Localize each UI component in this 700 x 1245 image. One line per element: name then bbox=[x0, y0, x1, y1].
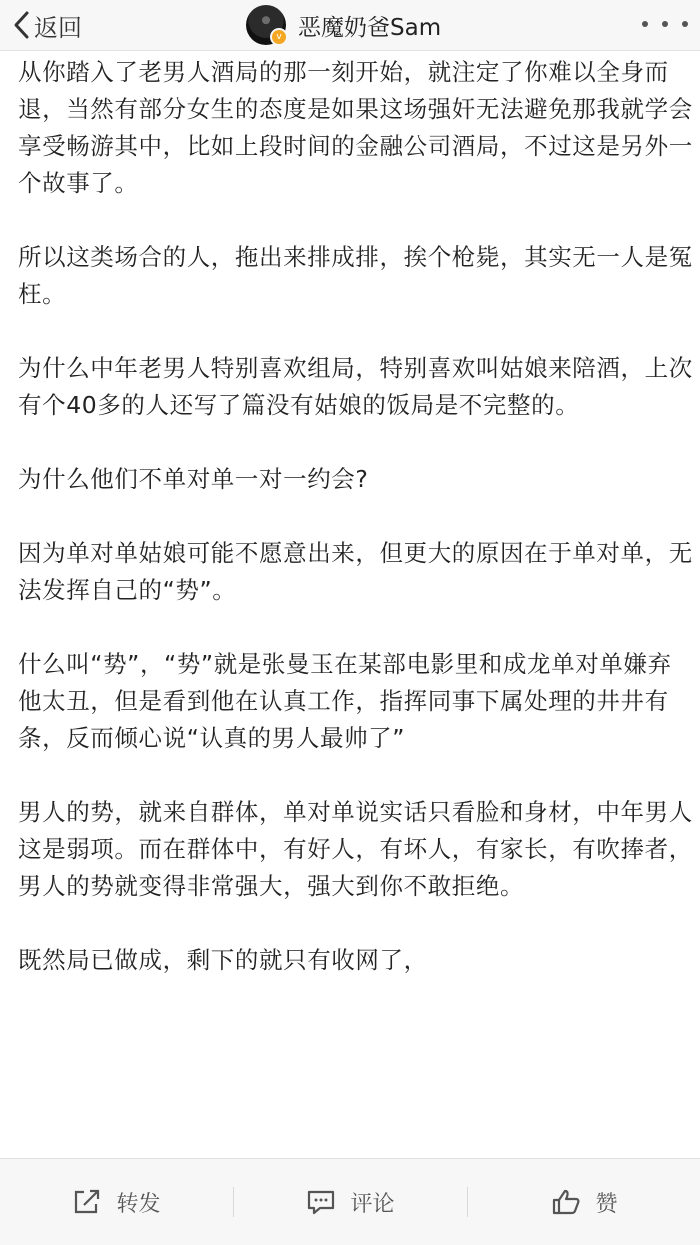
article-paragraph: 所以这类场合的人，拖出来排成排，挨个枪毙，其实无一人是冤枉。 bbox=[18, 243, 693, 308]
repost-button[interactable] bbox=[0, 1159, 233, 1245]
article-paragraph: 既然局已做成，剩下的就只有收网了， bbox=[18, 946, 428, 974]
comment-icon bbox=[306, 1188, 336, 1216]
avatar[interactable] bbox=[246, 5, 286, 45]
article-paragraph: 从你踏入了老男人酒局的那一刻开始，就注定了你难以全身而退，当然有部分女生的态度是如果这场强奸无法避免那我就学会享受畅游其中，比如上段时间的金融公司酒局，不过这是另外一个故事了。 bbox=[18, 58, 693, 197]
article-paragraph: 男人的势，就来自群体，单对单说实话只看脸和身材，中年男人这是弱项。而在群体中，有好人，有坏人，有家长，有吹捧者，男人的势就变得非常强大，强大到你不敢拒绝。 bbox=[18, 798, 693, 900]
back-button[interactable] bbox=[12, 7, 82, 43]
article-paragraph: 什么叫“势”，“势”就是张曼玉在某部电影里和成龙单对单嫌弃他太丑，但是看到他在认真工作，指挥同事下属处理的井井有条，反而倾心说“认真的男人最帅了” bbox=[18, 650, 672, 752]
article-body bbox=[18, 54, 694, 1016]
verified-badge-icon: v bbox=[270, 28, 288, 46]
repost-icon bbox=[72, 1188, 102, 1216]
more-dots-icon bbox=[642, 21, 648, 27]
comment-button[interactable] bbox=[234, 1159, 467, 1245]
more-dots-icon bbox=[662, 21, 668, 27]
like-button[interactable] bbox=[468, 1159, 700, 1245]
more-dots-icon bbox=[682, 21, 688, 27]
author-header[interactable] bbox=[246, 3, 441, 47]
back-label: 返回 bbox=[34, 13, 82, 42]
article-paragraph: 为什么他们不单对单一对一约会? bbox=[18, 465, 369, 493]
article-paragraph: 为什么中年老男人特别喜欢组局，特别喜欢叫姑娘来陪酒，上次有个40多的人还写了篇没有姑娘的饭局是不完整的。 bbox=[18, 354, 693, 419]
bottom-action-bar bbox=[0, 1158, 700, 1245]
more-button[interactable] bbox=[642, 10, 688, 38]
repost-label: 转发 bbox=[116, 1191, 161, 1217]
like-label: 赞 bbox=[595, 1191, 618, 1217]
author-name[interactable]: 恶魔奶爸Sam bbox=[298, 14, 442, 41]
comment-label: 评论 bbox=[350, 1191, 395, 1217]
like-icon bbox=[551, 1188, 581, 1216]
article-paragraph: 因为单对单姑娘可能不愿意出来，但更大的原因在于单对单，无法发挥自己的“势”。 bbox=[18, 539, 693, 604]
back-chevron-icon bbox=[12, 10, 30, 40]
top-navigation-bar bbox=[0, 0, 700, 51]
